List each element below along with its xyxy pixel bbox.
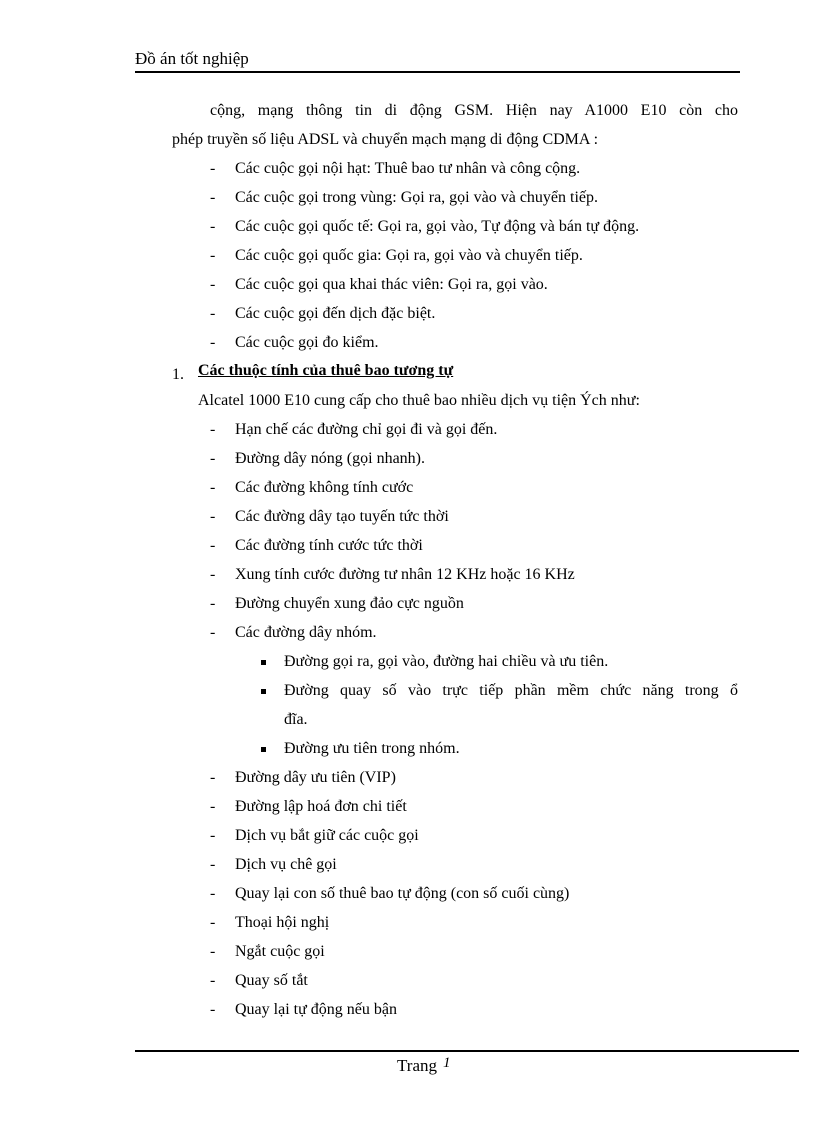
header-divider xyxy=(135,71,740,73)
dash-bullet: - xyxy=(210,624,216,641)
dash-bullet: - xyxy=(210,537,216,554)
dash-bullet: - xyxy=(210,856,216,873)
page-label xyxy=(397,1056,451,1076)
dash-bullet: - xyxy=(210,421,216,438)
dash-bullet: - xyxy=(210,972,216,989)
dash-bullet: - xyxy=(210,827,216,844)
intro-line-1: cộng, mạng thông tin di động GSM. Hiện nay A1000 E10 còn cho xyxy=(210,102,738,119)
dash-bullet: - xyxy=(210,885,216,902)
square-bullet-icon xyxy=(261,689,266,694)
dash-bullet: - xyxy=(210,508,216,525)
dash-bullet: - xyxy=(210,305,216,322)
section-title: Các thuộc tính của thuê bao tương tự xyxy=(198,362,454,379)
square-bullet-icon xyxy=(261,660,266,665)
dash-bullet: - xyxy=(210,218,216,235)
dash-bullet: - xyxy=(210,566,216,583)
dash-bullet: - xyxy=(210,189,216,206)
dash-bullet: - xyxy=(210,798,216,815)
dash-bullet: - xyxy=(210,160,216,177)
dash-bullet: - xyxy=(210,276,216,293)
square-bullet-icon xyxy=(261,747,266,752)
dash-bullet: - xyxy=(210,247,216,264)
dash-bullet: - xyxy=(210,1001,216,1018)
dash-bullet: - xyxy=(210,334,216,351)
dash-bullet: - xyxy=(210,450,216,467)
intro-line-2: phép truyền số liệu ADSL và chuyển mạch mạng di động CDMA : xyxy=(172,131,599,148)
section-number: 1. xyxy=(172,366,184,383)
section-intro: Alcatel 1000 E10 cung cấp cho thuê bao nhiều dịch vụ tiện Ých như: xyxy=(198,392,640,409)
dash-bullet: - xyxy=(210,595,216,612)
page-label-text: Trang xyxy=(397,1056,437,1075)
dash-bullet: - xyxy=(210,914,216,931)
dash-bullet: - xyxy=(210,769,216,786)
page-number: 1 xyxy=(443,1055,451,1071)
header-title: Đồ án tốt nghiệp xyxy=(135,49,249,68)
dash-bullet: - xyxy=(210,943,216,960)
dash-bullet: - xyxy=(210,479,216,496)
intro-paragraph xyxy=(172,96,738,154)
footer-divider xyxy=(135,1050,799,1052)
